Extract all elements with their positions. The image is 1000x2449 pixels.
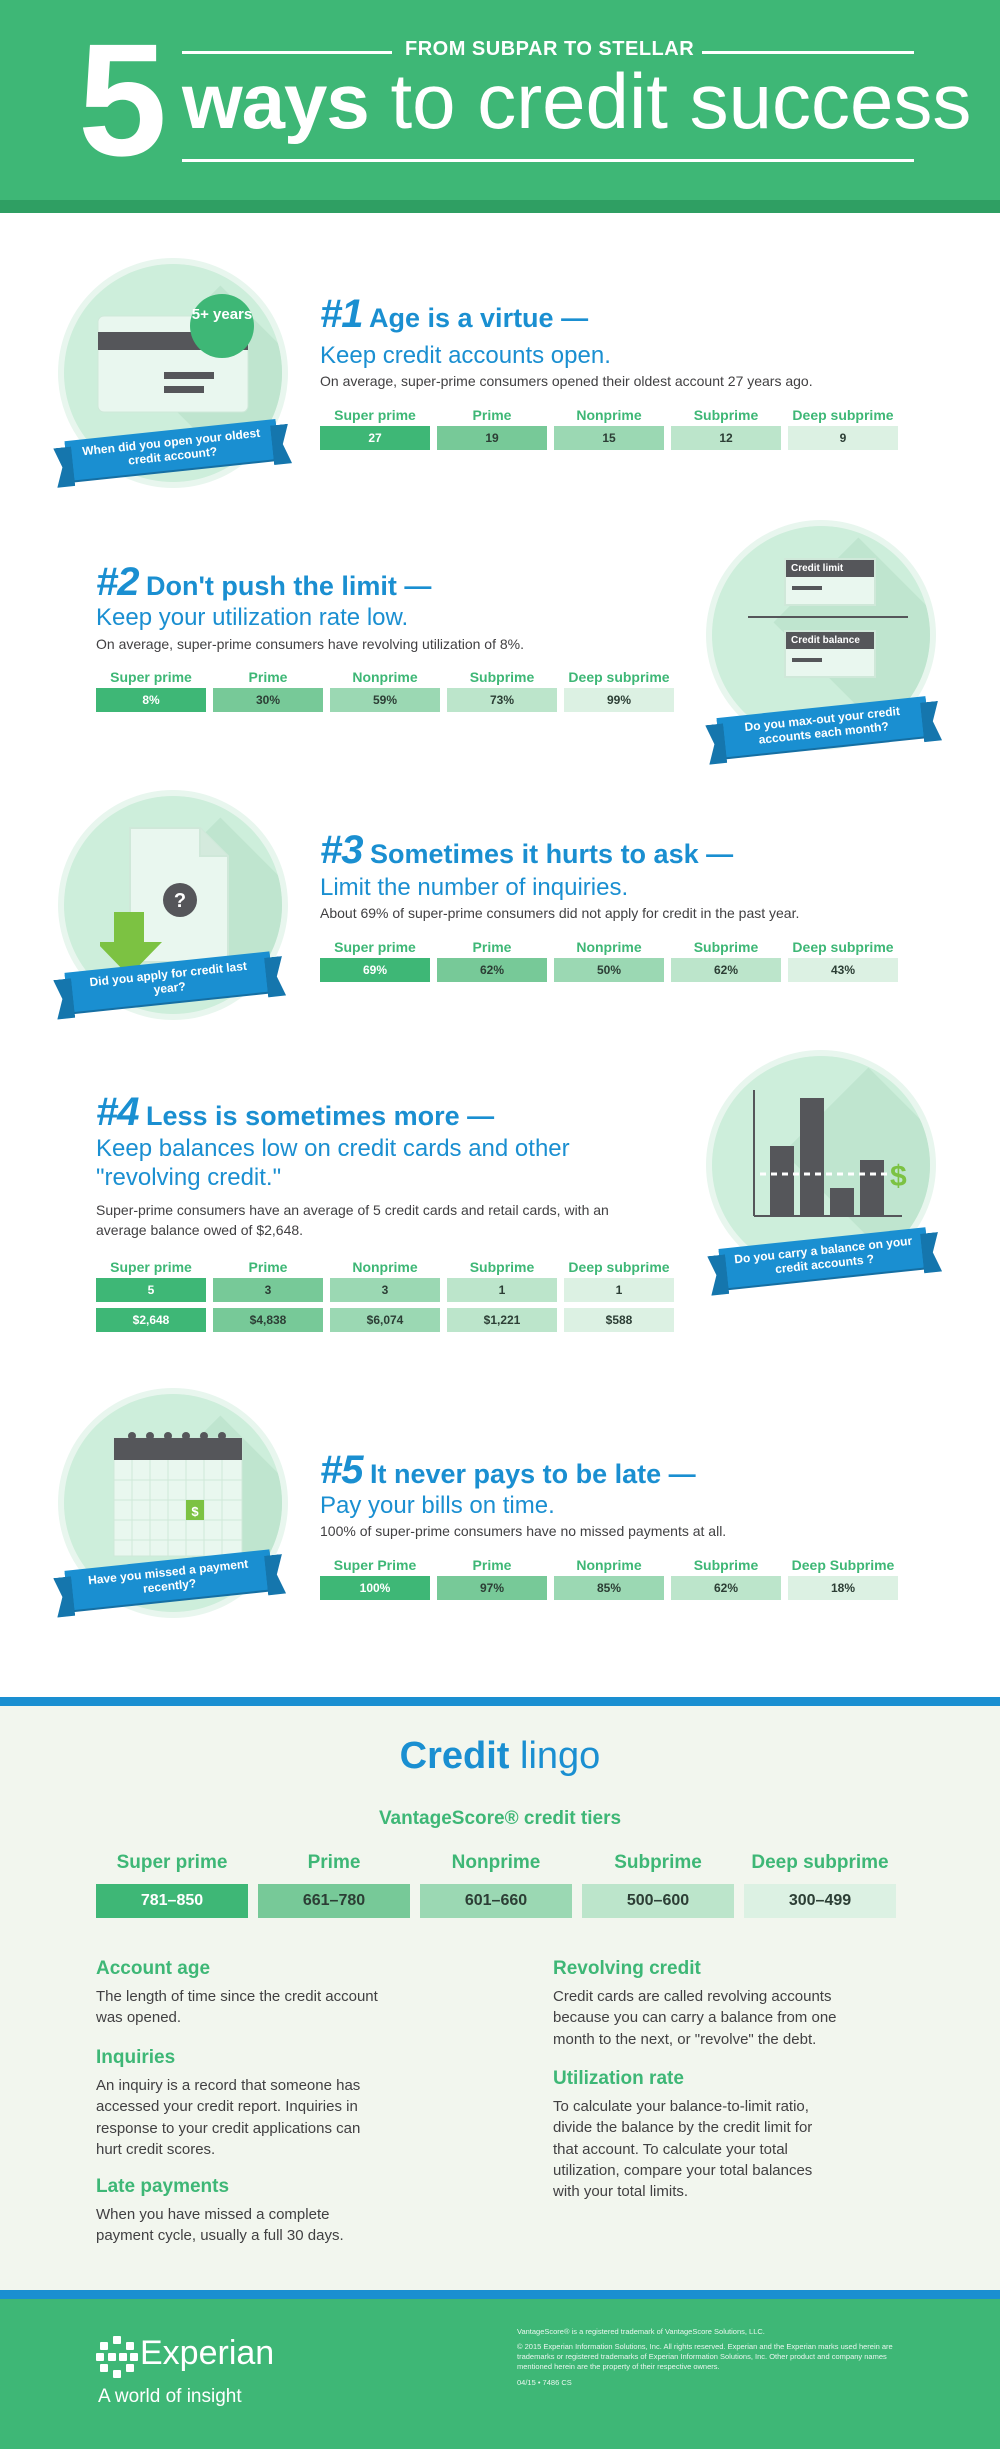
- svg-text:$: $: [191, 1504, 199, 1519]
- tier-header: Deep subprime: [568, 669, 670, 685]
- tier-value: $2,648: [96, 1308, 206, 1332]
- tier-header: Deep subprime: [568, 1259, 670, 1275]
- tier-value: 12: [671, 426, 781, 450]
- tier-value: $588: [564, 1308, 674, 1332]
- tier-header: Subprime: [693, 1557, 759, 1573]
- tier-value: 62%: [671, 958, 781, 982]
- tier-header: Deep subprime: [751, 1852, 889, 1873]
- section-3-banner: Did you apply for credit last year?: [64, 951, 273, 1012]
- tier-header: Nonprime: [576, 1557, 642, 1573]
- tier-value: $6,074: [330, 1308, 440, 1332]
- tier-header: Deep Subprime: [791, 1557, 895, 1573]
- tier-value: 15: [554, 426, 664, 450]
- lingo-divider: [0, 1697, 1000, 1706]
- age-badge: 5+ years: [190, 294, 254, 358]
- tier-value: $1,221: [447, 1308, 557, 1332]
- tier-value: 5: [96, 1278, 206, 1302]
- tier-value: 1: [447, 1278, 557, 1302]
- tier-header: Nonprime: [352, 1259, 418, 1275]
- tier-value: 8%: [96, 688, 206, 712]
- tier-value: 27: [320, 426, 430, 450]
- tier-header: Prime: [248, 669, 288, 685]
- vantagescore-tiers: [96, 1848, 896, 1918]
- header-big-number: 5: [78, 10, 163, 189]
- definition-inquiries: Inquiries An inquiry is a record that someone has accessed your credit report. Inquiries in response to your credit applications can hurt credit scores.: [96, 2047, 361, 2158]
- svg-text:$: $: [890, 1160, 907, 1193]
- section-1-banner: When did you open your oldest credit account?: [65, 419, 280, 481]
- lingo-title: Credit lingo: [399, 1735, 601, 1777]
- tier-header: Prime: [472, 939, 512, 955]
- definition-account-age: Account age The length of time since the credit account was opened.: [96, 1958, 378, 2027]
- section-4-subtitle: Keep balances low on credit cards and other "revolving credit.": [96, 1135, 570, 1191]
- score-range: 300–499: [744, 1884, 896, 1918]
- footer-divider: [0, 2290, 1000, 2299]
- tier-header: Super prime: [334, 939, 416, 955]
- tier-header: Prime: [307, 1852, 361, 1873]
- section-2-description: On average, super-prime consumers have revolving utilization of 8%.: [96, 636, 524, 652]
- tier-value: 97%: [437, 1576, 547, 1600]
- tier-header: Subprime: [614, 1852, 702, 1873]
- tier-value: 50%: [554, 958, 664, 982]
- section-3-description: About 69% of super-prime consumers did not apply for credit in the past year.: [320, 905, 800, 921]
- section-1-subtitle: Keep credit accounts open.: [320, 342, 611, 369]
- header-title: [182, 57, 972, 145]
- section-5-description: 100% of super-prime consumers have no missed payments at all.: [320, 1523, 727, 1539]
- tier-header: Prime: [472, 407, 512, 423]
- tier-value: 9: [788, 426, 898, 450]
- tier-header: Prime: [472, 1557, 512, 1573]
- tier-value: 43%: [788, 958, 898, 982]
- tier-header: Super prime: [110, 1259, 192, 1275]
- credit-balance-card: Credit balance: [784, 630, 876, 678]
- section-2-title: #2 Don't push the limit —: [96, 560, 432, 604]
- definition-late-payments: Late payments When you have missed a complete payment cycle, usually a full 30 days.: [96, 2176, 344, 2245]
- experian-brand: Experian: [140, 2334, 275, 2372]
- tier-header: Subprime: [469, 669, 535, 685]
- experian-tagline: A world of insight: [98, 2386, 242, 2407]
- section-3-table: [320, 936, 898, 988]
- tier-header: Super prime: [116, 1852, 228, 1873]
- tier-value: 18%: [788, 1576, 898, 1600]
- tier-value: $4,838: [213, 1308, 323, 1332]
- score-range: 500–600: [582, 1884, 734, 1918]
- tier-header: Deep subprime: [792, 407, 894, 423]
- legal-text: VantageScore® is a registered trademark of VantageScore Solutions, LLC. © 2015 Experian Information Solutions, Inc. All rights reserved. Experian and the Experian marks used herein are trademarks or registered trademarks of Experian Information Solutions, Inc. Other product and company names mentioned herein are the property of their respective owners. 04/15 • 7486 CS: [517, 2327, 893, 2387]
- tier-value: 73%: [447, 688, 557, 712]
- section-1-description: On average, super-prime consumers opened their oldest account 27 years ago.: [320, 373, 813, 389]
- header-title-bold: ways: [182, 57, 369, 145]
- score-range: 661–780: [258, 1884, 410, 1918]
- header-rule-bottom: [182, 159, 914, 162]
- tier-value: 69%: [320, 958, 430, 982]
- section-4-title: #4 Less is sometimes more —: [96, 1090, 495, 1134]
- tier-value: 30%: [213, 688, 323, 712]
- header-kicker: FROM SUBPAR TO STELLAR: [405, 38, 695, 60]
- section-4-description: Super-prime consumers have an average of 5 credit cards and retail cards, with an average balance owed of $2,648.: [96, 1202, 609, 1239]
- section-3-subtitle: Limit the number of inquiries.: [320, 874, 629, 901]
- header-edge: [0, 200, 1000, 213]
- tier-header: Nonprime: [576, 407, 642, 423]
- tier-value: 62%: [437, 958, 547, 982]
- tier-value: 19: [437, 426, 547, 450]
- tier-header: Super prime: [110, 669, 192, 685]
- tier-value: 3: [213, 1278, 323, 1302]
- header-title-rest: to credit success: [390, 57, 972, 145]
- calendar-icon: [110, 1422, 250, 1562]
- vantagescore-title: VantageScore® credit tiers: [378, 1808, 622, 1829]
- tier-header: Super prime: [334, 407, 416, 423]
- definition-revolving-credit: Revolving credit Credit cards are called revolving accounts because you can carry a balance from one month to the next, or "revolve" the debt.: [553, 1958, 837, 2048]
- section-1-table: [320, 404, 898, 456]
- section-5-subtitle: Pay your bills on time.: [320, 1492, 555, 1519]
- tier-header: Subprime: [693, 407, 759, 423]
- section-3-title: #3 Sometimes it hurts to ask —: [320, 828, 734, 872]
- tier-header: Deep subprime: [792, 939, 894, 955]
- tier-value: 1: [564, 1278, 674, 1302]
- tier-value: 62%: [671, 1576, 781, 1600]
- tier-header: Prime: [248, 1259, 288, 1275]
- section-4-table: [96, 1256, 674, 1338]
- tier-value: 99%: [564, 688, 674, 712]
- definition-utilization-rate: Utilization rate To calculate your balance-to-limit ratio, divide the balance by the credit limit for that account. To calculate your total utilization, compare your total balances with your total limits.: [553, 2068, 813, 2201]
- credit-limit-card: Credit limit: [784, 558, 876, 606]
- section-1-title: #1 Age is a virtue —: [320, 292, 589, 336]
- section-5-table: [320, 1554, 898, 1606]
- header-rule-left: [182, 51, 392, 54]
- tier-header: Subprime: [469, 1259, 535, 1275]
- tier-header: Nonprime: [451, 1852, 541, 1873]
- header-rule-right: [702, 51, 914, 54]
- tier-header: Subprime: [693, 939, 759, 955]
- section-2-table: [96, 666, 674, 718]
- limit-line: [748, 616, 908, 618]
- bar-graph-icon: [732, 1076, 912, 1246]
- tier-value: 59%: [330, 688, 440, 712]
- section-5-title: #5 It never pays to be late —: [320, 1448, 696, 1492]
- experian-logo-mark: [96, 2336, 138, 2378]
- svg-text:?: ?: [173, 890, 187, 912]
- tier-header: Nonprime: [576, 939, 642, 955]
- section-2-banner: Do you max-out your credit accounts each month?: [717, 696, 930, 757]
- tier-value: 85%: [554, 1576, 664, 1600]
- score-range: 781–850: [96, 1884, 248, 1918]
- tier-value: 3: [330, 1278, 440, 1302]
- tier-header: Super Prime: [333, 1557, 417, 1573]
- score-range: 601–660: [420, 1884, 572, 1918]
- tier-value: 100%: [320, 1576, 430, 1600]
- section-2-subtitle: Keep your utilization rate low.: [96, 604, 409, 631]
- section-5-banner: Have you missed a payment recently?: [64, 1549, 273, 1610]
- section-4-banner: Do you carry a balance on your credit accounts ?: [719, 1227, 930, 1288]
- tier-header: Nonprime: [352, 669, 418, 685]
